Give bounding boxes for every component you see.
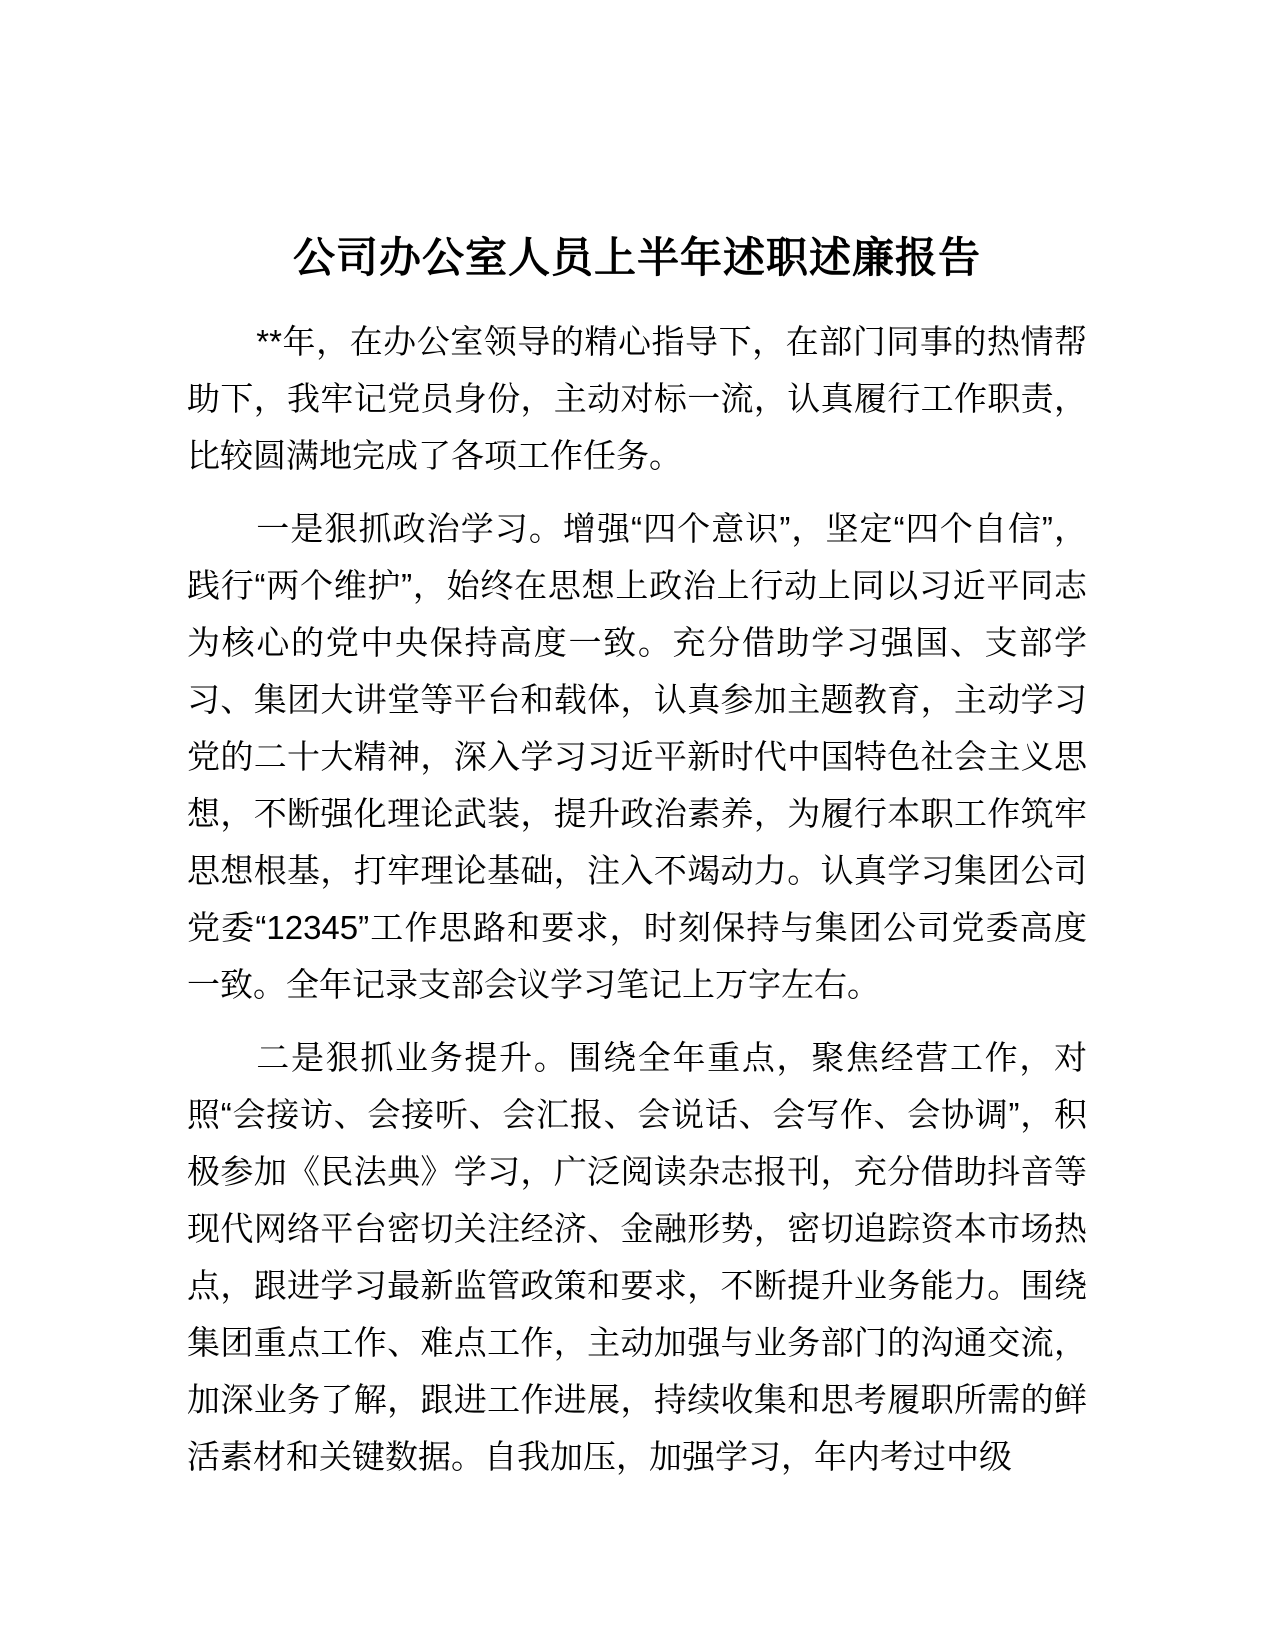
paragraph-intro: **年，在办公室领导的精心指导下，在部门同事的热情帮助下，我牢记党员身份，主动对标一流，认真履行工作职责，比较圆满地完成了各项工作任务。 bbox=[187, 323, 1087, 474]
document-title: 公司办公室人员上半年述职述廉报告 bbox=[292, 234, 981, 281]
paragraph-business-improvement: 二是狠抓业务提升。围绕全年重点，聚焦经营工作，对照“会接访、会接听、会汇报、会说话、会写作、会协调”，积极参加《民法典》学习，广泛阅读杂志报刊，充分借助抖音等现代网络平台密切关注经济、金融形势，密切追踪资本市场热点，跟进学习最新监管政策和要求，不断提升业务能力。围绕集团重点工作、难点工作，主动加强与业务部门的沟通交流，加深业务了解，跟进工作进展，持续收集和思考履职所需的鲜活素材和关键数据。自我加压，加强学习，年内考过中级 bbox=[187, 1039, 1087, 1475]
paragraph-political-study: 一是狠抓政治学习。增强“四个意识”，坚定“四个自信”，践行“两个维护”，始终在思想上政治上行动上同以习近平同志为核心的党中央保持高度一致。充分借助学习强国、支部学习、集团大讲堂等平台和载体，认真参加主题教育，主动学习党的二十大精神，深入学习习近平新时代中国特色社会主义思想，不断强化理论武装，提升政治素养，为履行本职工作筑牢思想根基，打牢理论基础，注入不竭动力。认真学习集团公司党委“12345”工作思路和要求，时刻保持与集团公司党委高度一致。全年记录支部会议学习笔记上万字左右。 bbox=[187, 510, 1087, 1003]
